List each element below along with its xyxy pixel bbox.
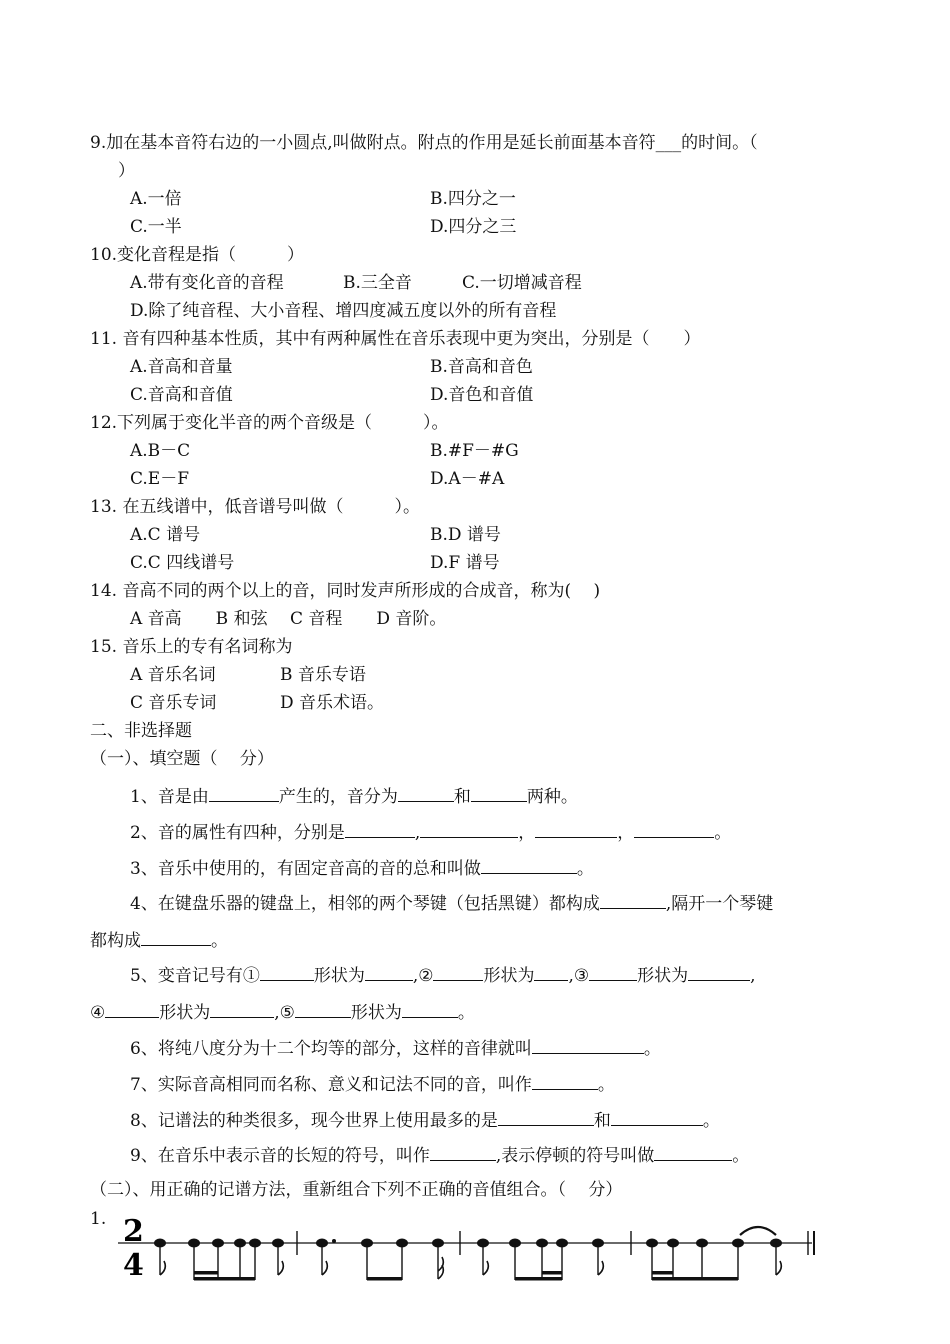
- q9-option-d: D.四分之三: [430, 217, 517, 237]
- blank[interactable]: [295, 999, 351, 1018]
- measure-3: [477, 1239, 604, 1281]
- time-signature-top: 2: [123, 1214, 144, 1249]
- q12-option-b: B.#F－#G: [430, 441, 519, 461]
- blank[interactable]: [345, 819, 415, 838]
- fill-question-5-line-1: 5、变音记号有① 形状为 ,② 形状为 ,③ 形状为 ,: [130, 962, 756, 988]
- q15-option-a: A 音乐名词: [130, 665, 216, 685]
- fill-question-8: 8、记谱法的种类很多，现今世界上使用最多的是 和 。: [130, 1107, 720, 1133]
- q9-option-a: A.一倍: [130, 189, 182, 209]
- q10-option-a: A.带有变化音的音程: [130, 273, 284, 293]
- blank[interactable]: [105, 999, 159, 1018]
- blank[interactable]: [402, 999, 458, 1018]
- section-2-title: 二、非选择题: [90, 721, 192, 741]
- fill-question-1: 1、音是由 产生的，音分为 和 两种。: [130, 783, 578, 809]
- q13-option-b: B.D 谱号: [430, 525, 501, 545]
- blank[interactable]: [430, 1142, 496, 1161]
- q14-stem: 14. 音高不同的两个以上的音，同时发声所形成的合成音，称为( ): [90, 581, 601, 601]
- fill-question-3: 3、音乐中使用的，有固定音高的音的总和叫做 。: [130, 855, 594, 881]
- beam: [194, 1271, 218, 1275]
- blank[interactable]: [535, 819, 617, 838]
- q12-option-c: C.E－F: [130, 469, 190, 489]
- blank[interactable]: [589, 962, 637, 981]
- q12-option-a: A.B－C: [130, 441, 191, 461]
- blank[interactable]: [600, 890, 666, 909]
- blank[interactable]: [532, 1035, 644, 1054]
- section-2-part-2: （二）、用正确的记谱方法，重新组合下列不正确的音值组合。（ 分）: [90, 1180, 623, 1200]
- blank[interactable]: [260, 962, 314, 981]
- q10-option-d: D.除了纯音程、大小音程、增四度减五度以外的所有音程: [130, 301, 557, 321]
- blank[interactable]: [654, 1142, 732, 1161]
- fill-question-5-line-2: ④ 形状为 ,⑤ 形状为 。: [90, 999, 475, 1025]
- q13-option-d: D.F 谱号: [430, 553, 500, 573]
- fill-question-2: 2、音的属性有四种，分别是 , ， ， 。: [130, 819, 731, 845]
- q11-option-a: A.音高和音量: [130, 357, 233, 377]
- q9-stem: 9.加在基本音符右边的一小圆点,叫做附点。附点的作用是延长前面基本音符___的时间。（: [90, 133, 758, 153]
- q15-stem: 15. 音乐上的专有名词称为: [90, 637, 293, 657]
- blank[interactable]: [420, 819, 518, 838]
- blank[interactable]: [210, 999, 274, 1018]
- q11-stem: 11. 音有四种基本性质，其中有两种属性在音乐表现中更为突出，分别是（ ）: [90, 329, 701, 349]
- tie: [740, 1227, 776, 1235]
- q11-option-b: B.音高和音色: [430, 357, 533, 377]
- q15-option-b: B 音乐专语: [280, 665, 366, 685]
- q13-option-a: A.C 谱号: [130, 525, 201, 545]
- blank[interactable]: [398, 783, 454, 802]
- q10-stem: 10.变化音程是指（ ）: [90, 245, 305, 265]
- blank[interactable]: [634, 819, 714, 838]
- q12-stem: 12.下列属于变化半音的两个音级是（ ）。: [90, 413, 449, 433]
- section-2-part-1: （一）、填空题（ 分）: [90, 749, 274, 769]
- q12-option-d: D.A－#A: [430, 469, 505, 489]
- rhythm-staff-svg: [90, 1205, 840, 1315]
- blank[interactable]: [471, 783, 527, 802]
- q10-option-c: C.一切增减音程: [462, 273, 582, 293]
- q15-option-c: C 音乐专词: [130, 693, 217, 713]
- blank[interactable]: [481, 855, 577, 874]
- q15-option-d: D 音乐术语。: [280, 693, 385, 713]
- blank[interactable]: [611, 1107, 703, 1126]
- blank[interactable]: [534, 962, 568, 981]
- q9-option-c: C.一半: [130, 217, 182, 237]
- blank[interactable]: [141, 927, 211, 946]
- dot: [332, 1239, 336, 1243]
- q9-option-b: B.四分之一: [430, 189, 516, 209]
- rhythm-notation: [90, 1205, 840, 1315]
- blank[interactable]: [498, 1107, 594, 1126]
- measure-2: [316, 1239, 444, 1281]
- time-signature-bottom: 4: [123, 1248, 144, 1283]
- measure-4: [646, 1227, 782, 1281]
- blank[interactable]: [532, 1071, 598, 1090]
- q13-stem: 13. 在五线谱中，低音谱号叫做（ ）。: [90, 497, 420, 517]
- q14-options: A 音高 B 和弦 C 音程 D 音阶。: [130, 609, 447, 629]
- blank[interactable]: [365, 962, 413, 981]
- q10-option-b: B.三全音: [343, 273, 412, 293]
- fill-question-6: 6、将纯八度分为十二个均等的部分，这样的音律就叫 。: [130, 1035, 661, 1061]
- blank[interactable]: [688, 962, 750, 981]
- fill-question-9: 9、在音乐中表示音的长短的符号，叫作 ,表示停顿的符号叫做 。: [130, 1142, 749, 1168]
- q11-option-d: D.音色和音值: [430, 385, 534, 405]
- blank[interactable]: [209, 783, 279, 802]
- q9-stem-close: ）: [118, 161, 135, 181]
- q11-option-c: C.音高和音值: [130, 385, 233, 405]
- flag: [160, 1261, 165, 1275]
- fill-question-4-line-1: 4、在键盘乐器的键盘上，相邻的两个琴键（包括黑键）都构成 ,隔开一个琴键: [130, 890, 773, 916]
- exercise-number: 1.: [90, 1209, 107, 1229]
- fill-question-4-line-2: 都构成 。: [90, 927, 228, 953]
- measure-1: [154, 1239, 284, 1281]
- fill-question-7: 7、实际音高相同而名称、意义和记法不同的音，叫作 。: [130, 1071, 615, 1097]
- beam: [194, 1277, 218, 1281]
- blank[interactable]: [433, 962, 483, 981]
- q13-option-c: C.C 四线谱号: [130, 553, 235, 573]
